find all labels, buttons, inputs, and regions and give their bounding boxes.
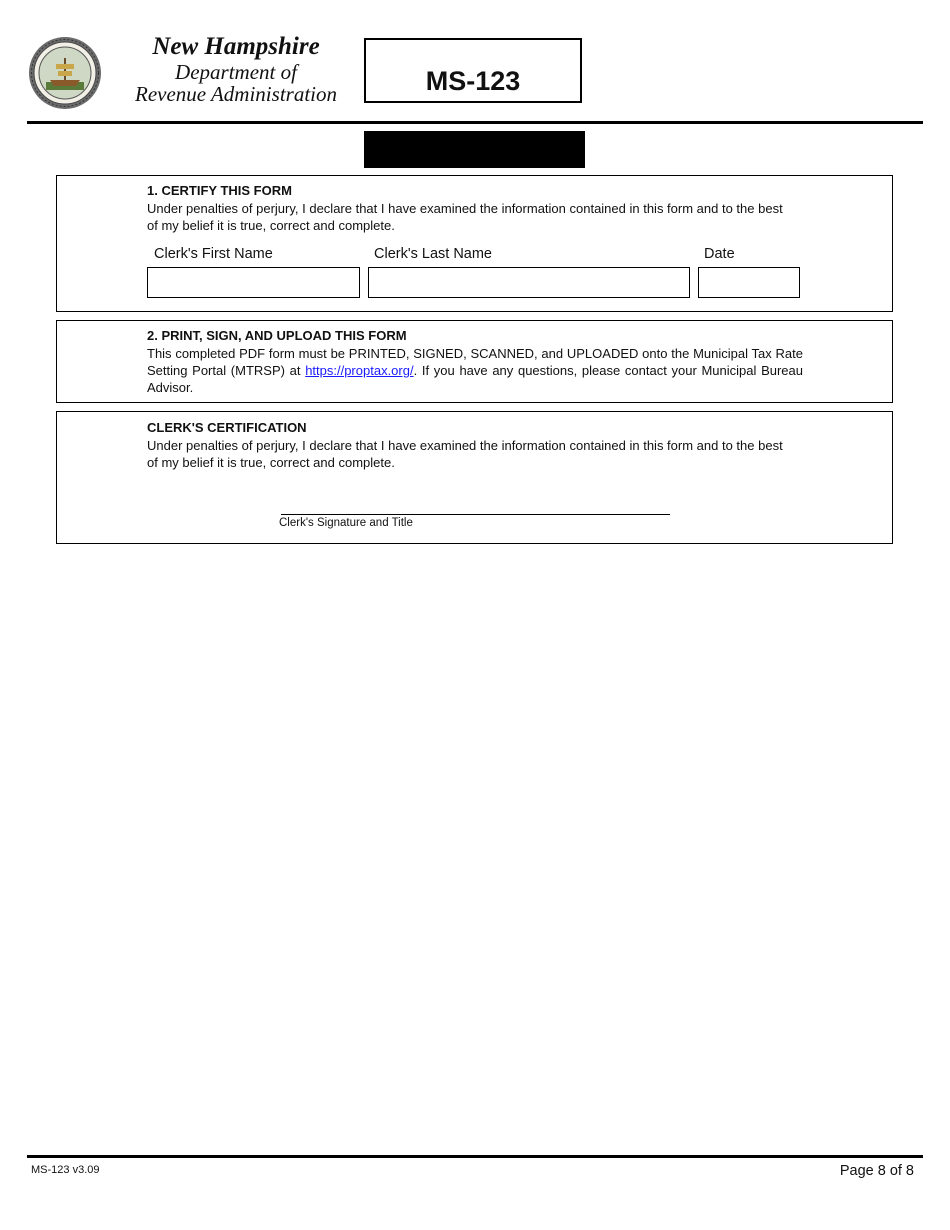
clerk-certification-body-line1: Under penalties of perjury, I declare that I have examined the information contained in this form and to the best — [147, 438, 783, 453]
upload-body-line2-pre: Setting Portal (MTRSP) at — [147, 363, 306, 378]
proptax-link[interactable]: https://proptax.org/ — [305, 363, 414, 378]
first-name-label: Clerk's First Name — [154, 246, 273, 262]
redacted-bar — [364, 131, 585, 168]
last-name-label: Clerk's Last Name — [374, 246, 492, 262]
upload-section — [56, 320, 893, 403]
page-number: Page 8 of 8 — [839, 1163, 914, 1179]
certify-body-line1: Under penalties of perjury, I declare that I have examined the information contained in this form and to the best — [147, 201, 783, 216]
upload-body-line1: This completed PDF form must be PRINTED, SIGNED, SCANNED, and UPLOADED onto the Municipal Tax Rate — [147, 346, 803, 361]
state-seal-logo — [28, 36, 102, 110]
clerk-certification-body-line2: of my belief it is true, correct and complete. — [147, 455, 395, 470]
date-label: Date — [704, 246, 735, 262]
upload-body-line2 — [147, 362, 803, 379]
certify-title: 1. CERTIFY THIS FORM — [147, 183, 292, 198]
clerk-certification-title: CLERK'S CERTIFICATION — [147, 420, 307, 435]
form-code-box — [364, 38, 582, 103]
upload-body — [147, 345, 803, 396]
agency-state: New Hampshire — [152, 33, 320, 60]
clerk-certification-body — [147, 437, 783, 471]
footer-divider — [27, 1155, 923, 1158]
upload-body-line2-post: . If you have any questions, please contact your Municipal Bureau — [413, 363, 803, 378]
form-code: MS-123 — [425, 66, 521, 96]
signature-line[interactable] — [281, 514, 670, 515]
certify-body-line2: of my belief it is true, correct and complete. — [147, 218, 395, 233]
agency-dept-line2: Revenue Administration — [135, 82, 337, 106]
agency-name — [118, 32, 354, 105]
first-name-field[interactable] — [147, 267, 360, 298]
agency-dept-line1: Department of — [175, 60, 297, 84]
signature-label: Clerk's Signature and Title — [279, 517, 413, 529]
certify-section — [56, 175, 893, 312]
last-name-field[interactable] — [368, 267, 690, 298]
upload-body-line3: Advisor. — [147, 380, 194, 395]
date-field[interactable] — [698, 267, 800, 298]
certify-body — [147, 200, 783, 234]
header-divider — [27, 121, 923, 124]
upload-title: 2. PRINT, SIGN, AND UPLOAD THIS FORM — [147, 328, 407, 343]
form-version: MS-123 v3.09 — [31, 1164, 100, 1176]
clerk-certification-section — [56, 411, 893, 544]
